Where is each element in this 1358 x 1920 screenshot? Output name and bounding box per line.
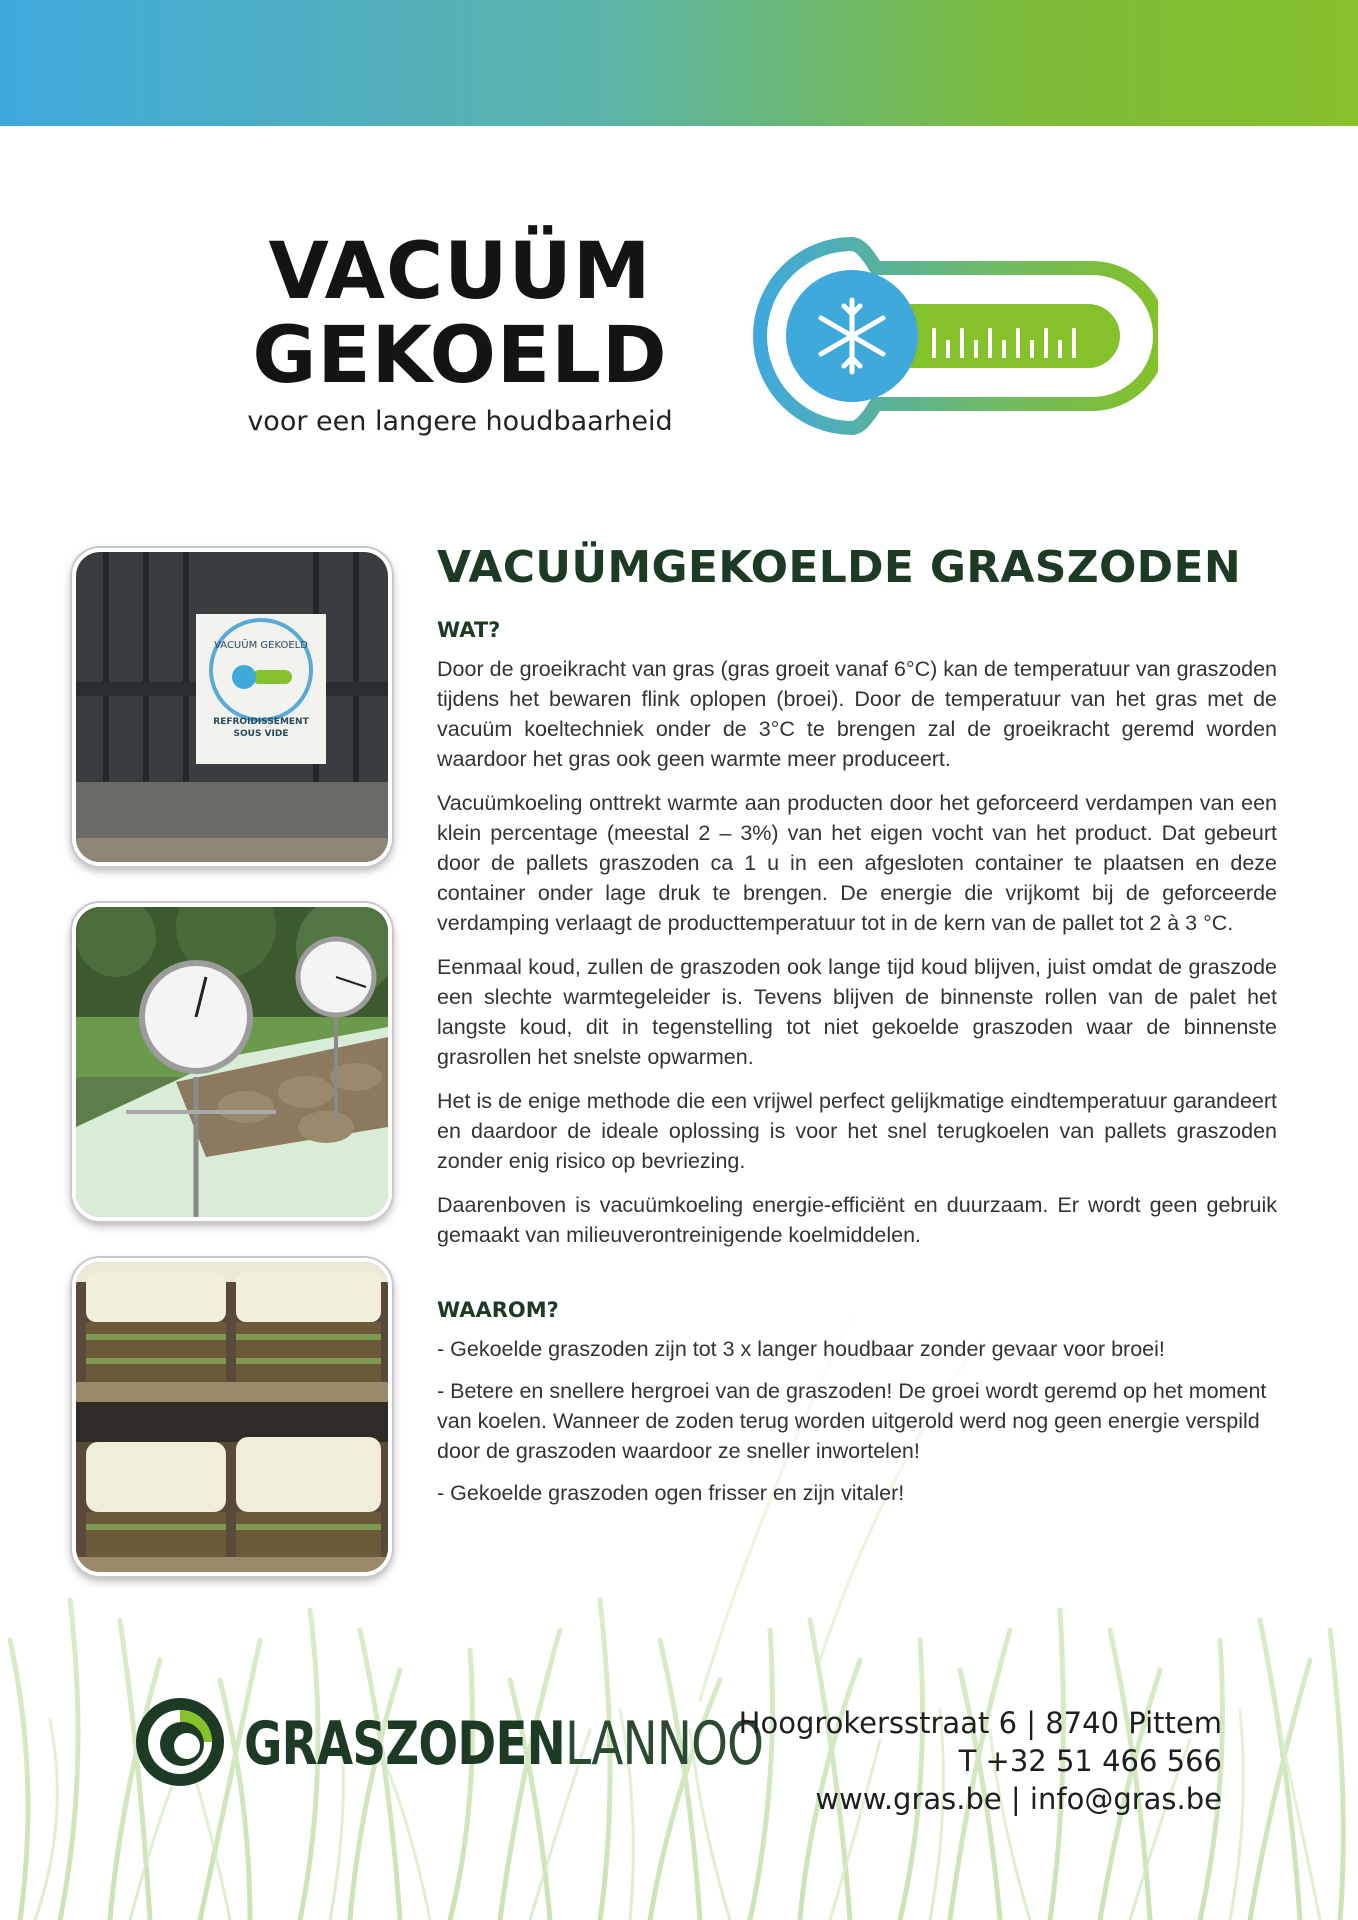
hero-title	[240, 227, 680, 401]
wat-paragraph: Daarenboven is vacuümkoeling energie-efficiënt en duurzaam. Er wordt geen gebruik gemaakt van milieuverontreinigende koelmiddelen.	[437, 1193, 1277, 1247]
sign-bottom-line1: REFROIDISSEMENT	[213, 717, 309, 727]
phone-line: T +32 51 466 566	[958, 1744, 1222, 1778]
web-email-line: www.gras.be | info@gras.be	[815, 1782, 1222, 1816]
address-line: Hoogrokersstraat 6 | 8740 Pittem	[738, 1706, 1222, 1740]
wat-paragraph: Het is de enige methode die een vrijwel perfect gelijkmatige eindtemperatuur garandeert en daardoor de ideale oplossing is voor het snel terugkoelen van pallets graszoden zonder enig risico op bevriezing.	[437, 1089, 1277, 1173]
logo-ring-icon	[132, 1694, 228, 1790]
top-gradient-bar	[0, 0, 1358, 126]
wat-heading: WAT?	[437, 618, 501, 642]
photo-wrapped-pallets	[72, 1258, 392, 1576]
graszoden-lannoo-logo	[132, 1694, 764, 1794]
photo-vacuum-container	[72, 548, 392, 866]
logo-word-graszoden: GRASZODEN	[244, 1709, 566, 1779]
photo-thermometers-in-sod	[72, 903, 392, 1221]
article-heading: VACUÜMGEKOELDE GRASZODEN	[437, 542, 1241, 593]
sign-title: VACUÜM GEKOELD	[214, 640, 308, 651]
contact-block	[739, 1704, 1222, 1818]
vacuum-cooled-thermometer-icon	[752, 236, 1158, 436]
wat-paragraph: Door de groeikracht van gras (gras groeit vanaf 6°C) kan de temperatuur van graszoden tijdens het bewaren flink oplopen (broei). Door de temperatuur van het gras met de vacuüm koeltechniek onder de 3°C te brengen zal de groeikracht geremd worden waardoor het gras ook geen warmte meer produceert.	[437, 657, 1277, 771]
waarom-item: - Betere en snellere hergroei van de graszoden! De groei wordt geremd op het moment van koelen. Wanneer de zoden terug worden uitgerold werd nog geen energie verspild door de graszoden waardoor ze sneller inwortelen!	[437, 1379, 1267, 1463]
sign-bottom-line2: SOUS VIDE	[233, 729, 289, 739]
wat-paragraph: Eenmaal koud, zullen de graszoden ook lange tijd koud blijven, juist omdat de graszode een slechte warmtegeleider is. Tevens blijven de binnenste rollen van de palet het langste koud, dit in tegenstelling tot niet gekoelde graszoden waar de binnenste grasrollen het snelste opwarmen.	[437, 955, 1277, 1069]
hero-section	[0, 227, 1358, 450]
hero-title-line1: VACUÜM	[268, 227, 652, 317]
logo-word-lannoo: LANNOO	[565, 1709, 764, 1779]
hero-subtitle: voor een langere houdbaarheid	[247, 406, 673, 437]
logo-wordmark	[244, 1708, 763, 1780]
waarom-item: - Gekoelde graszoden zijn tot 3 x langer houdbaar zonder gevaar voor broei!	[437, 1337, 1165, 1361]
waarom-heading: WAAROM?	[437, 1298, 559, 1322]
article	[437, 540, 1277, 1508]
wat-paragraph: Vacuümkoeling onttrekt warmte aan producten door het geforceerd verdampen van een klein percentage (meestal 2 – 3%) van het eigen vocht van het product. Dat gebeurt door de pallets graszoden ca 1 u in een afgesloten container te plaatsen en deze container onder lage druk te brengen. De energie die vrijkomt bij de geforceerde verdamping verlaagt de producttemperatuur tot in de kern van de pallet tot 2 à 3 °C.	[437, 791, 1277, 935]
waarom-item: - Gekoelde graszoden ogen frisser en zijn vitaler!	[437, 1481, 905, 1505]
hero-title-line2: GEKOELD	[252, 311, 668, 401]
